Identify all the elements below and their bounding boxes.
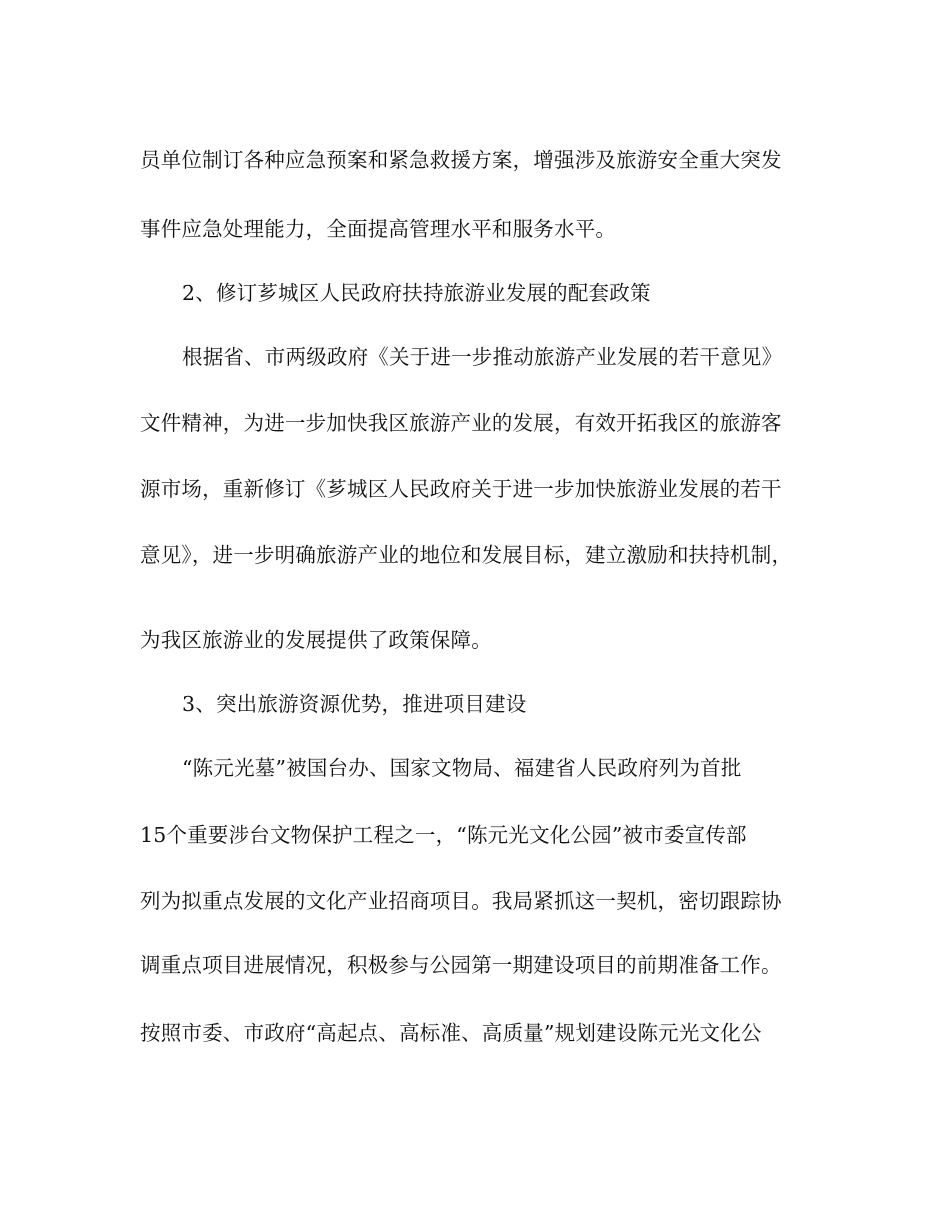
- paragraph-line: 源市场，重新修订《芗城区人民政府关于进一步加快旅游业发展的若干: [140, 477, 782, 501]
- paragraph-first-line: “陈元光墓”被国台办、国家文物局、福建省人民政府列为首批: [182, 756, 742, 780]
- paragraph-continuation-line: 员单位制订各种应急预案和紧急救援方案，增强涉及旅游安全重大突发: [140, 148, 782, 172]
- section-heading-2: 2、修订芗城区人民政府扶持旅游业发展的配套政策: [182, 281, 651, 305]
- section-heading-3: 3、突出旅游资源优势，推进项目建设: [182, 692, 527, 716]
- paragraph-line: 按照市委、市政府“高起点、高标准、高质量”规划建设陈元光文化公: [140, 1021, 762, 1045]
- paragraph-line: 意见》，进一步明确旅游产业的地位和发展目标，建立激励和扶持机制，: [140, 543, 793, 567]
- paragraph-line: 为我区旅游业的发展提供了政策保障。: [140, 628, 492, 652]
- paragraph-line: 文件精神，为进一步加快我区旅游产业的发展，有效开拓我区的旅游客: [140, 411, 782, 435]
- paragraph-line: 15个重要涉台文物保护工程之一，“陈元光文化公园”被市委宣传部: [140, 823, 747, 847]
- paragraph-line: 调重点项目进展情况，积极参与公园第一期建设项目的前期准备工作。: [140, 953, 782, 977]
- paragraph-first-line: 根据省、市两级政府《关于进一步推动旅游产业发展的若干意见》: [182, 345, 783, 369]
- paragraph-line: 列为拟重点发展的文化产业招商项目。我局紧抓这一契机，密切跟踪协: [140, 889, 782, 913]
- paragraph-continuation-line: 事件应急处理能力，全面提高管理水平和服务水平。: [140, 217, 617, 241]
